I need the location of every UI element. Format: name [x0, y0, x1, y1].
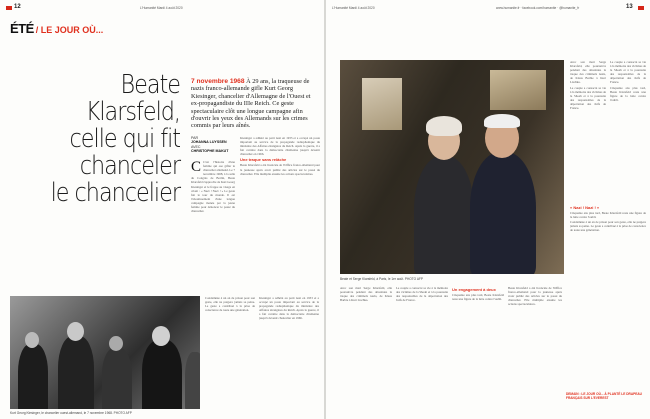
- headline-line: chanceler: [79, 151, 180, 181]
- article-column-8: [396, 286, 448, 412]
- klarsfeld-couple-photo: [340, 60, 564, 274]
- headline-line: celle qui fit: [69, 124, 180, 154]
- column-text: Le couple a consacré sa vie à la mémoire des victimes de la Shoah et à la poursuite des responsables de la déportation des Juifs de France.: [396, 286, 448, 303]
- article-column-7: [340, 286, 392, 412]
- byline-par: PAR: [191, 136, 199, 140]
- byline-author: JOHANNA LUYSSEN: [191, 140, 227, 145]
- wall-frame: [362, 78, 402, 130]
- column-text: C'est l'histoire d'une femme qui ose gifler le chancelier allemand. Le 7 novembre 1968, à la salle du Congrès de Berlin, Beate Klarsfeld s'approche de Kurt Georg Kiesinger et le frappe au visage en criant : « Nazi ! Nazi ! » Le geste fait le tour du monde. Il est l'aboutissement d'une longue campagne menée par la jeune femme pour dénoncer le passé du chancelier.: [191, 160, 235, 214]
- column-text: Beate Klarsfeld a été licenciée de l'Office franco-allemand pour la jeunesse après avoir publié des articles sur le passé du chancelier. Elle multiplie ensuite les actions spectaculaires.: [508, 286, 562, 307]
- headline-line: Klarsfeld,: [85, 97, 180, 127]
- red-folio-mark: [638, 6, 644, 10]
- section-title: [10, 20, 103, 38]
- red-folio-mark: [6, 6, 12, 10]
- article-column-6: [570, 204, 646, 384]
- column-text: Beate Klarsfeld a été licenciée de l'Office franco-allemand pour la jeunesse après avoir publié des articles sur le passé du chancelier. Elle multiplie ensuite les actions spectaculaires.: [240, 163, 320, 176]
- byline-author: CHRISTOPHE MAKUT: [191, 149, 229, 154]
- column-text: Cinquante ans plus tard, Beate Klarsfeld reste une figure de la lutte contre l'oubli.: [610, 85, 646, 102]
- lede: [191, 78, 319, 130]
- person-beate-hair: [426, 116, 462, 136]
- article-column-1: [191, 160, 235, 288]
- column-text: Avec son mari Serge Klarsfeld, elle poursuivra pendant des décennies la traque des criminels nazis, de Klaus Barbie à Kurt Lischka.: [340, 286, 392, 303]
- article-column-10: [508, 286, 562, 412]
- right-folio: L'Humanité Mardi 4 août 2020: [332, 6, 375, 10]
- bw-photo-caption: Kurt Georg Kiesinger, le chancelier ouest-allemand, le 7 novembre 1968. PHOTO AFP: [10, 411, 132, 415]
- kiesinger-photo: [10, 296, 200, 409]
- left-page: [0, 0, 324, 419]
- column-text: Le couple a consacré sa vie à la mémoire des victimes de la Shoah et à la poursuite des responsables de la déportation des Juifs de France.: [610, 60, 646, 85]
- headline-line: le chancelier: [50, 178, 180, 208]
- column-text: Avec son mari Serge Klarsfeld, elle poursuivra pendant des décennies la traque des criminels nazis, de Klaus Barbie à Kurt Lischka.: [570, 60, 606, 85]
- person-serge-hair: [484, 114, 520, 128]
- article-column-3: [205, 296, 255, 410]
- left-page-number: 12: [14, 4, 21, 10]
- column-text: Condamnée à un an de prison pour son geste, elle ne purgera jamais sa peine. Le geste a contribué à la prise de conscience de toute une génération.: [570, 220, 646, 233]
- byline-avec: AVEC: [191, 144, 201, 149]
- right-page-number: 13: [626, 4, 633, 10]
- column-subhead: « Nazi ! Nazi ! »: [570, 205, 600, 210]
- article-column-3b: [259, 296, 319, 410]
- headline: [32, 72, 180, 207]
- headline-line: Beate: [120, 70, 180, 100]
- article-column-9: [452, 286, 504, 412]
- column-subhead: Un engagement à deux: [452, 287, 496, 292]
- column-subhead: Une traque sans relâche: [240, 157, 287, 163]
- wall-frame: [490, 70, 546, 110]
- article-column-2: [240, 136, 320, 288]
- column-text: Le couple a consacré sa vie à la mémoire des victimes de la Shoah et à la poursuite des responsables de la déportation des Juifs de France.: [570, 85, 606, 111]
- column-text: Condamnée à un an de prison pour son geste, elle ne purgera jamais sa peine. Le geste a contribué à la prise de conscience de toute une génération.: [205, 296, 255, 313]
- section-jour: / LE JOUR OÙ...: [35, 25, 104, 35]
- color-photo-caption: Beate et Serge Klarsfeld, à Paris, le 1er août. PHOTO AFP: [340, 277, 424, 281]
- right-site: www.humanite.fr · facebook.com/humanite · @humanite_fr: [496, 6, 580, 10]
- section-ete: ÉTÉ: [10, 21, 34, 36]
- dropcap: C: [191, 160, 202, 175]
- column-text: Cinquante ans plus tard, Beate Klarsfeld reste une figure de la lutte contre l'oubli.: [452, 293, 504, 302]
- lede-date: 7 novembre 1968: [191, 78, 245, 85]
- column-text: Cinquante ans plus tard, Beate Klarsfeld reste une figure de la lutte contre l'oubli.: [570, 211, 646, 220]
- byline: [191, 136, 228, 154]
- column-text: Kiesinger a adhéré au parti nazi en 1933 et a occupé un poste important au service de la propagande radiophonique du ministère des Affaires étrangères du Reich. Après la guerre, il a fait carrière dans la démocratie chrétienne jusqu'à devenir chancelier en 1966.: [240, 136, 320, 157]
- person-beate: [414, 156, 474, 274]
- left-folio: L'Humanité Mardi 4 août 2020: [140, 6, 183, 10]
- next-episode-teaser: DEMAIN : LE JOUR OÙ... À PLANTÉ LE DRAPEAU FRANÇAIS SUR L'EVEREST: [566, 392, 642, 400]
- person-serge: [470, 152, 536, 274]
- column-text: Kiesinger a adhéré au parti nazi en 1933 et a occupé un poste important au service de la propagande radiophonique du ministère des Affaires étrangères du Reich. Après la guerre, il a fait carrière dans la démocratie chrétienne jusqu'à devenir chancelier en 1966.: [259, 296, 319, 321]
- lede-text: À 29 ans, la traqueuse de nazis franco-allemande gifle Kurt Georg Kiesinger, chancelier d'Allemagne de l'Ouest et ex-propagandiste du IIIe Reich. Ce geste spectaculaire clôt une longue campagne afin d'ouvrir les yeux des Allemands sur les crimes commis par leurs aînés.: [191, 78, 311, 130]
- right-page: [326, 0, 650, 419]
